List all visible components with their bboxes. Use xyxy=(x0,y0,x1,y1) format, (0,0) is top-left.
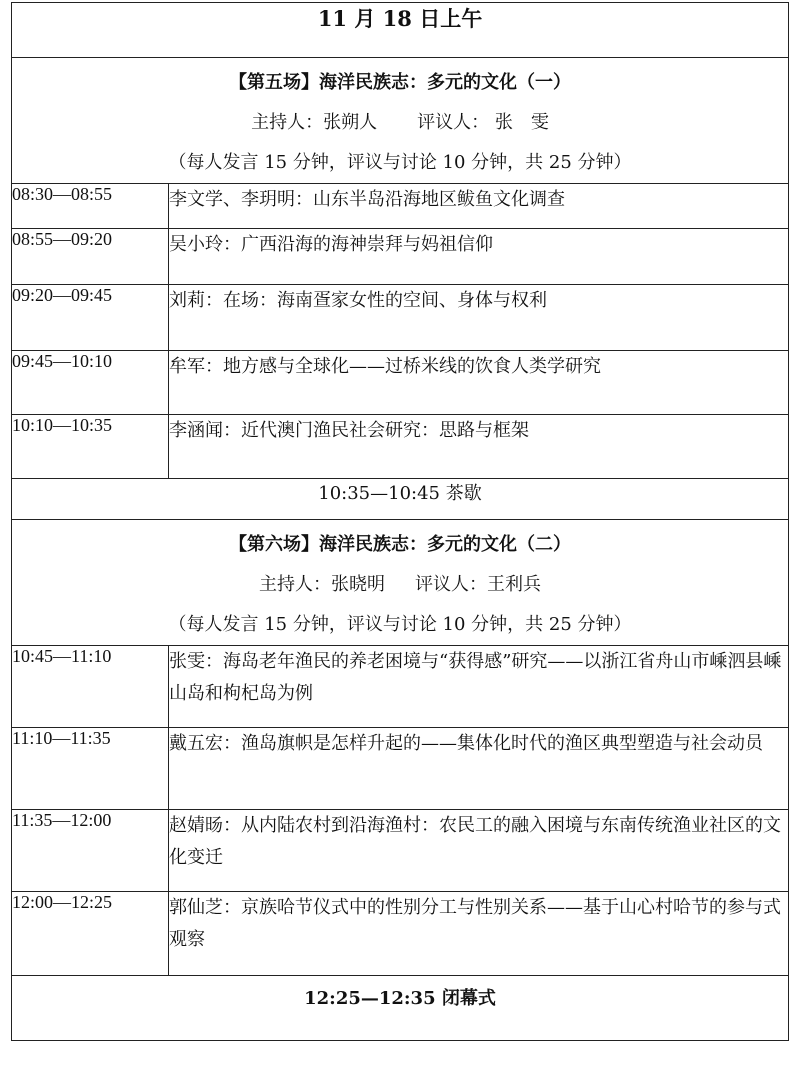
day-header: 11 月 18 日上午 xyxy=(12,3,789,58)
tea-break: 10:35—10:45 茶歇 xyxy=(12,479,789,520)
session6-hosts xyxy=(12,565,788,605)
talk-row xyxy=(12,229,789,285)
talk-row xyxy=(12,285,789,351)
session5-hosts xyxy=(12,103,788,143)
session6-header xyxy=(12,520,789,646)
talk-text: 李文学、李玥明：山东半岛沿海地区鲅鱼文化调查 xyxy=(169,184,789,229)
talk-time: 12:00—12:25 xyxy=(12,892,169,976)
talk-row xyxy=(12,892,789,976)
talk-row xyxy=(12,646,789,728)
talk-row xyxy=(12,810,789,892)
session6-host: 主持人：张晓明 xyxy=(259,574,385,595)
talk-time: 09:45—10:10 xyxy=(12,351,169,415)
talk-text: 李涵闻：近代澳门渔民社会研究：思路与框架 xyxy=(169,415,789,479)
talk-time: 10:45—11:10 xyxy=(12,646,169,728)
talk-text: 刘莉：在场：海南疍家女性的空间、身体与权利 xyxy=(169,285,789,351)
talk-time: 08:30—08:55 xyxy=(12,184,169,229)
talk-text: 赵婧旸：从内陆农村到沿海渔村：农民工的融入困境与东南传统渔业社区的文化变迁 xyxy=(169,810,789,892)
talk-time: 11:35—12:00 xyxy=(12,810,169,892)
talk-row xyxy=(12,351,789,415)
session5-rule: （每人发言 15 分钟，评议与讨论 10 分钟，共 25 分钟） xyxy=(168,152,632,173)
closing-ceremony: 12:25—12:35 闭幕式 xyxy=(12,976,789,1041)
session5-host: 主持人：张朔人 xyxy=(251,112,378,133)
talk-text: 牟军：地方感与全球化——过桥米线的饮食人类学研究 xyxy=(169,351,789,415)
talk-row xyxy=(12,415,789,479)
talk-text: 张雯：海岛老年渔民的养老困境与“获得感”研究——以浙江省舟山市嵊泗县嵊山岛和枸杞岛为例 xyxy=(169,646,789,728)
talk-time: 11:10—11:35 xyxy=(12,728,169,810)
session6-header-row xyxy=(12,520,789,646)
talk-row xyxy=(12,184,789,229)
talk-text: 吴小玲：广西沿海的海神崇拜与妈祖信仰 xyxy=(169,229,789,285)
session5-header-row xyxy=(12,58,789,184)
day-header-row xyxy=(12,3,789,58)
talk-row xyxy=(12,728,789,810)
session6-commentator: 评议人：王利兵 xyxy=(415,574,541,595)
session5-commentator: 评议人： 张 雯 xyxy=(417,112,549,133)
closing-row xyxy=(12,976,789,1041)
tea-break-row xyxy=(12,479,789,520)
talk-time: 10:10—10:35 xyxy=(12,415,169,479)
session6-rule: （每人发言 15 分钟，评议与讨论 10 分钟，共 25 分钟） xyxy=(168,614,632,635)
session5-header xyxy=(12,58,789,184)
talk-time: 09:20—09:45 xyxy=(12,285,169,351)
session6-title: 【第六场】海洋民族志：多元的文化（二） xyxy=(229,534,571,555)
talk-time: 08:55—09:20 xyxy=(12,229,169,285)
talk-text: 戴五宏：渔岛旗帜是怎样升起的——集体化时代的渔区典型塑造与社会动员 xyxy=(169,728,789,810)
session5-title: 【第五场】海洋民族志：多元的文化（一） xyxy=(229,72,571,93)
talk-text: 郭仙芝：京族哈节仪式中的性别分工与性别关系——基于山心村哈节的参与式观察 xyxy=(169,892,789,976)
schedule-table xyxy=(11,2,789,1041)
